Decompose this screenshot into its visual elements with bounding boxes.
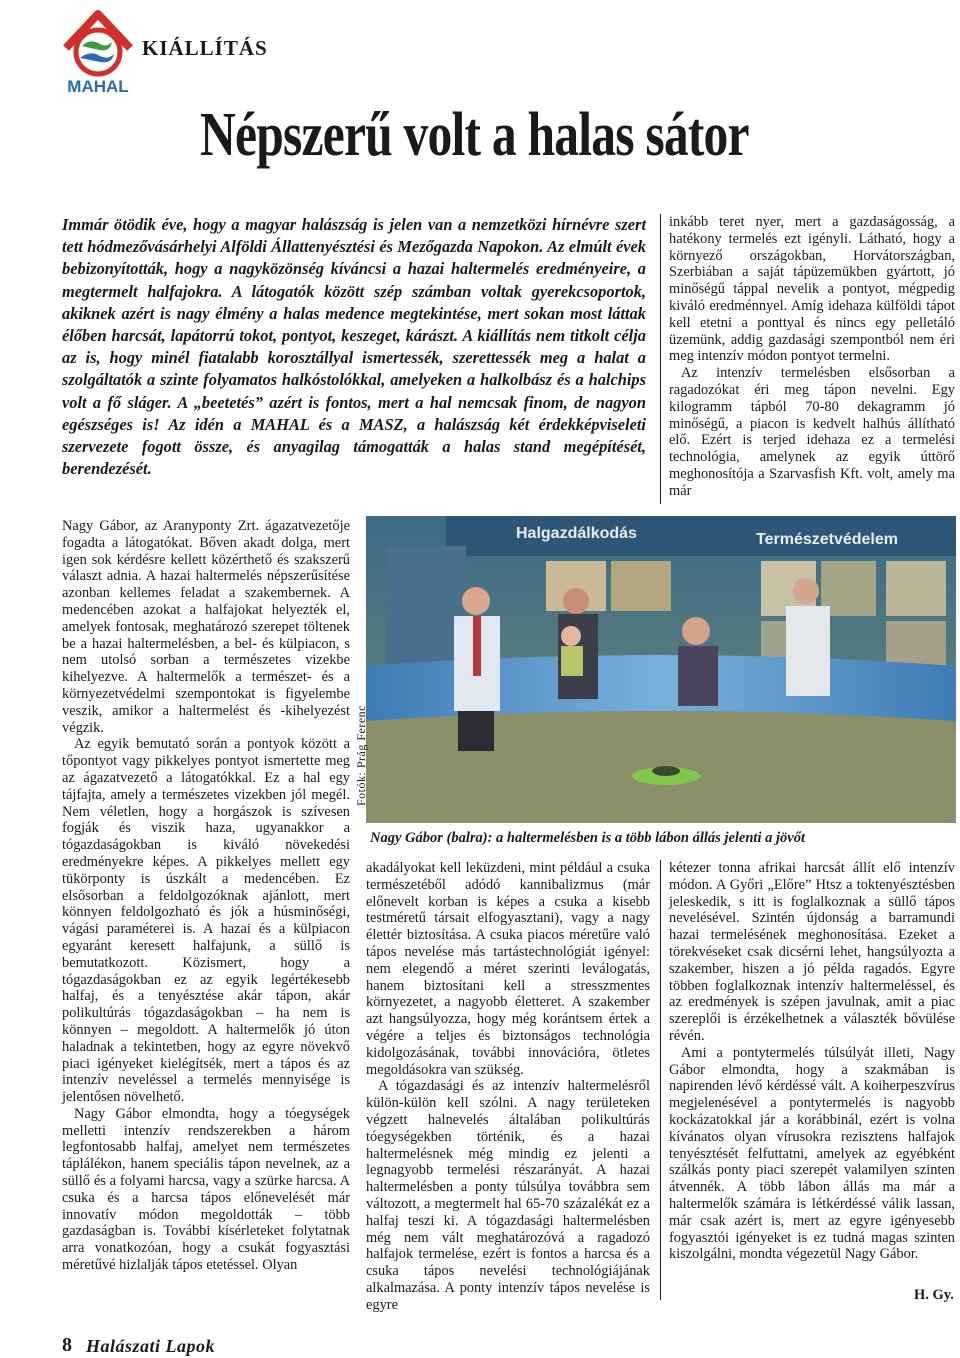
page-number: 8 (62, 1334, 72, 1356)
photo-illustration (366, 516, 956, 823)
author-signature: H. Gy. (914, 1287, 954, 1303)
column-middle (366, 860, 650, 1313)
section-label: KIÁLLÍTÁS (142, 36, 268, 60)
paragraph: A tógazdasági és az intenzív haltermelésről külön-külön kell szólni. A nagy területeken végzett halnevelés általában polikultúrás tóegységekben történik, és a hazai haltermelésnek még mindig ez jelenti a legnagyobb termelési részarányát. A hazai haltermelésben a ponty túlsúlya továbbra sem változott, a megtermelt hal 65-70 százalékát ez a halfaj teszi ki. A tógazdasági haltermelésben még nem vált meghatározóvá a ragadozó halfajok termelése, ezért is fontos a harcsa és a csuka tápos nevelési technológiájának alkalmazása. A ponty intenzív tápos nevelése is egyre (366, 1078, 650, 1313)
photo-banner-right: Természetvédelem (756, 531, 898, 548)
paragraph: Ami a pontytermelés túlsúlyát illeti, Nagy Gábor elmondta, hogy a szakmában is napirenden lévő kérdéssé vált. A koiherpeszvírus megjelenésével a pontytermelés is nagyobb kockázatokkal jár a korábbinál, ezért is volna kívánatos olyan vírusokra rezisztens halfajok tenyésztését felfuttatni, amelyek az egyébként szálkás ponty piaci szerepét valamilyen szinten átvennék. A több lábon állás ma már a haltermelők számára is létkérdéssé válik lassan, már csak azért is, mert az egyre igényesebb fogyasztói igényeket is ez tudná magas szinten kiszolgálni, mondta végezetül Nagy Gábor. (669, 1044, 955, 1263)
photo-banner-left: Halgazdálkodás (516, 525, 637, 542)
logo-text: MAHAL (67, 77, 129, 96)
magazine-name: Halászati Lapok (86, 1336, 216, 1356)
column-right (669, 860, 955, 1300)
column-divider (660, 860, 661, 1300)
paragraph: Nagy Gábor, az Aranyponty Zrt. ágazatvezetője fogadta a látogatókat. Bőven akadt dolga, mert igen sok kérdésre kellett közérthető és szakszerű választ adnia. A hazai haltermelés népszerűsítése azonban kellemes feladat a szakembernek. A medencében azokat a halfajokat helyezték el, amelyek fontosak, meghatározó szerepet töltenek be a hazai haltermelésben, a bel- és külpiacon, s nem utolsó sorban a természetes vizekbe kihelyezve. A haltermelők a természet- és a környezetvédelmi szempontokat is figyelembe veszik, amikor a haltermelést és -kihelyezést végzik. (62, 518, 350, 736)
photo-credit: Fotók: Prág Ferenc (354, 705, 368, 806)
paragraph: Az intenzív termelésben elsősorban a ragadozókat éri meg tápon nevelni. Egy kilogramm tápból 70-80 dekagramm jó minőségű, a piacon is kedvelt halhús állítható elő. Ezért is terjed idehaza ez a termelési technológia, amelynek az egyik úttörő meghonosítója a Szarvasfish Kft. volt, amely ma már (669, 365, 955, 499)
paragraph: inkább teret nyer, mert a gazdaságosság, a hatékony termelés ezt igényli. Látható, hogy a környező országokban, Horvátországban, Szerbiában a saját tápüzemükben gyártott, jó minőségű táppal nevelik a pontyot, mégpedig kiváló eredménnyel. Amíg idehaza külföldi tápot kell etetni a ponttyal és nincs egy pelletáló üzemünk, addig gazdasági szempontból nem éri meg intenzív módon pontyot termelni. (669, 214, 955, 365)
photo-caption: Nagy Gábor (balra): a haltermelésben is a több lábon állás jelenti a jövőt (370, 830, 805, 846)
column-divider (660, 214, 661, 504)
mahal-logo (58, 4, 138, 96)
paragraph: Nagy Gábor elmondta, hogy a tóegységek melletti intenzív rendszerekben a három legfontosabb halfaj, amelyet nem természetes táplálékon, hanem speciális tápon nevelnek, az a süllő és a folyami harcsa, vagy a szürke harcsa. A csuka és a harcsa tápos előnevelését már innovatív módon megoldották – több gazdaságban is. További kísérleteket folytatnak arra vonatkozóan, hogy a csukát fogyasztási méretűvé hizlalják tápos etetéssel. Olyan (62, 1105, 350, 1274)
paragraph: akadályokat kell leküzdeni, mint például a csuka természetéből adódó kannibalizmus (már előnevelt korban is képes a csuka a kisebb testméretű társait elfogyasztani), vagy a nagy élettér biztosítása. A csuka piacos méretűre való tápos nevelése más tartástechnológiát igényel: nem elegendő a méret szerinti leválogatás, hanem biztosítani kell a stresszmentes környezetet, a nagyobb életteret. A szakember azt hangsúlyozza, hogy még korántsem értek a végére a teljes és biztonságos technológia kidolgozásának, további innovációra, ötletes megoldásokra van szükség. (366, 860, 650, 1078)
headline: Népszerű volt a halas sátor (200, 101, 749, 169)
paragraph: Az egyik bemutató során a pontyok között a tőpontyot vagy pikkelyes pontyot ismertette meg az ágazatvezető a látogatókkal. Ez a hal egy tájfajta, amely a természetes vizekben jól megél. Nem véletlen, hogy a horgászok is szívesen fogják és viszik haza, ugyanakkor a tógazdaságokban is kiváló növekedési eredményekre képes. A pikkelyes mellett egy tükörponty is úszkált a medencében. Ez elsősorban a feldolgozóknak ajánlott, mert könnyen feldolgozható és jók a húsminőségi, vágási paraméterei is. A hazai és a külpiacon egyaránt keresett halfajunk, a süllő is bemutatkozott. Közismert, hogy a tógazdaságokban ez az egyik legértékesebb halfaj, és a tenyésztése akár tápon, akár polikultúrás tógazdaságokban – ha nem is könnyen – megoldott. A haltermelők jó úton haladnak a tekintetben, hogy az egyre növekvő piaci igényeket kielégítsék, mert a tápos és az intenzív neveléssel a termelés mennyisége is jelentősen növelhető. (62, 736, 350, 1106)
column-top-right (669, 214, 955, 504)
intro-lead: Immár ötödik éve, hogy a magyar halászság is jelen van a nemzetközi hírnévre szert tett hódmezővásárhelyi Alföldi Állattenyésztési és Mezőgazda Napokon. Az elmúlt évek bebizonyították, hogy a nagyközönség kíváncsi a hazai haltermelés eredményeire, a megtermelt halfajokra. A látogatók között szép számban voltak gyerekcsoportok, akiknek azért is nagy élmény a halas medence megtekintése, mert sokan most láttak élőben harcsát, lapátorrú tokot, pontyot, keszeget, kárászt. A kiállítás nem titkolt célja az is, hogy minél fiatalabb korosztállyal ismertessék, szerettessék meg a halat a szolgáltatók a szinte folyamatos halkóstolókkal, amelyeken a halkolbász és a halchips volt a fő sláger. A „beetetés” azért is fontos, mert a hal nemcsak finom, de nagyon egészséges is! Az idén a MAHAL és a MASZ, a halászság két érdekképviseleti szervezete fogott össze, és anyagilag támogatták a halas stand megépítését, berendezését. (62, 215, 646, 479)
column-left (62, 518, 350, 1308)
article-photo (366, 516, 956, 823)
paragraph: kétezer tonna afrikai harcsát állít elő intenzív módon. A Győri „Előre” Htsz a toktenyésztésben jeleskedik, s itt is foglalkoznak a süllő tápos nevelésével. Szintén újdonság a barramundi hazai termelésének meghonosítása. Ezeket a törekvéseket csak dicsérni lehet, hangsúlyozta a szakember, hiszen a jó példa ragadós. Egyre többen foglalkoznak intenzív haltermeléssel, és az eredmények is szépen javulnak, amit a piac szereplői is érzékelhetnek a választék bővülése révén. (669, 860, 955, 1044)
